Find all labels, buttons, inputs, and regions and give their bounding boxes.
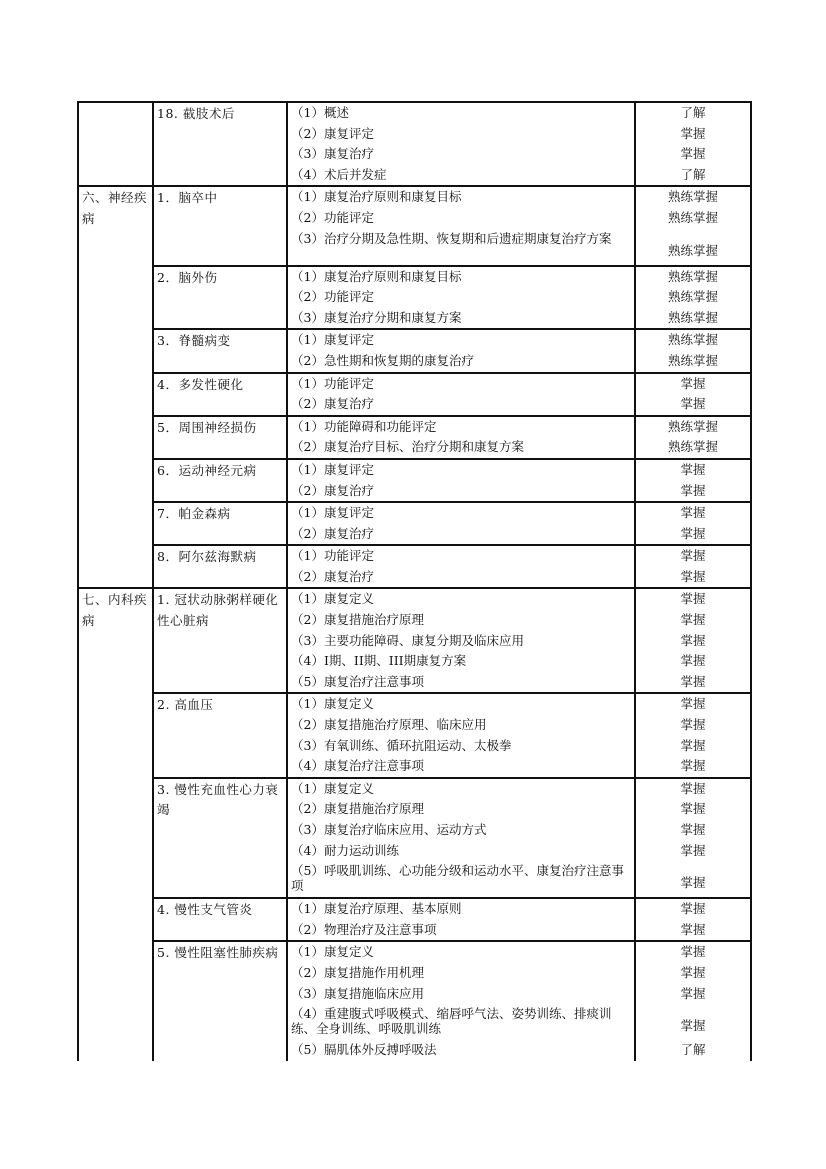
content-item: （1）功能评定 (291, 548, 374, 564)
topic-label: 5. 慢性阻塞性肺疾病 (157, 945, 279, 961)
content-item: （3）康复治疗分期和康复方案 (291, 309, 462, 325)
level-cell (635, 778, 751, 898)
level-cell (635, 102, 751, 186)
content-cell (287, 329, 635, 372)
topic-row (78, 502, 751, 545)
topic-label: 4. 慢性支气管炎 (157, 902, 253, 918)
content-item: （5）呼吸肌训练、心功能分级和运动水平、康复治疗注意事项 (291, 863, 624, 894)
category-label: 六、神经疾病 (82, 190, 148, 226)
content-cell (287, 778, 635, 898)
requirement-level: 掌握 (680, 146, 706, 162)
level-cell (635, 459, 751, 502)
topic-label: 4．多发性硬化 (157, 376, 244, 392)
topic-cell (153, 941, 287, 1060)
content-item: （1）康复评定 (291, 505, 374, 521)
requirement-level: 熟练掌握 (667, 332, 718, 348)
content-item: （2）康复治疗 (291, 525, 374, 541)
topic-cell (153, 502, 287, 545)
topic-row (78, 186, 751, 265)
topic-label: 5．周围神经损伤 (157, 419, 257, 435)
level-cell (635, 186, 751, 265)
topic-row (78, 329, 751, 372)
content-item: （2）康复措施作用机理 (291, 964, 424, 980)
content-item: （2）物理治疗及注意事项 (291, 921, 437, 937)
topic-label: 1. 冠状动脉粥样硬化性心脏病 (157, 592, 279, 629)
requirement-level: 掌握 (680, 525, 706, 541)
topic-cell (153, 898, 287, 941)
topic-cell (153, 778, 287, 898)
topic-label: 8．阿尔兹海默病 (157, 549, 257, 565)
content-item: （1）功能障碍和功能评定 (291, 418, 437, 434)
content-cell (287, 502, 635, 545)
content-cell (287, 941, 635, 1060)
content-item: （3）康复治疗 (291, 146, 374, 162)
topic-cell (153, 588, 287, 693)
topic-row (78, 416, 751, 459)
requirement-level: 掌握 (680, 717, 706, 733)
content-item: （2）康复治疗 (291, 482, 374, 498)
requirement-level: 熟练掌握 (667, 439, 718, 455)
content-cell (287, 186, 635, 265)
requirement-level: 掌握 (680, 612, 706, 628)
requirement-level: 掌握 (680, 842, 706, 858)
requirement-level: 掌握 (680, 1018, 706, 1034)
syllabus-table (77, 101, 752, 1061)
category-label (79, 103, 152, 104)
requirement-level: 掌握 (680, 125, 706, 141)
category-cell (78, 102, 153, 186)
content-item: （2）康复治疗 (291, 568, 374, 584)
requirement-level: 熟练掌握 (667, 309, 718, 325)
content-item: （1）康复定义 (291, 944, 374, 960)
topic-label: 18. 截肢术后 (157, 106, 235, 121)
requirement-level: 掌握 (680, 461, 706, 477)
topic-cell (153, 102, 287, 186)
requirement-level: 掌握 (680, 801, 706, 817)
content-item: （3）康复治疗临床应用、运动方式 (291, 822, 487, 837)
topic-cell (153, 373, 287, 416)
requirement-level: 熟练掌握 (667, 189, 718, 205)
content-cell (287, 266, 635, 330)
level-cell (635, 329, 751, 372)
requirement-level: 熟练掌握 (667, 268, 718, 284)
content-cell (287, 373, 635, 416)
topic-label: 2. 高血压 (157, 697, 214, 713)
content-item: （2）康复措施治疗原理 (291, 801, 424, 817)
requirement-level: 掌握 (680, 396, 706, 412)
requirement-level: 掌握 (680, 901, 706, 917)
requirement-level: 掌握 (680, 696, 706, 712)
content-item: （5）膈肌体外反搏呼吸法 (291, 1042, 437, 1058)
requirement-level: 掌握 (680, 653, 706, 669)
category-cell (78, 186, 153, 588)
content-cell (287, 102, 635, 186)
requirement-level: 掌握 (680, 822, 706, 837)
content-item: （3）治疗分期及急性期、恢复期和后遗症期康复治疗方案 (291, 230, 612, 246)
content-item: （3）有氧训练、循环抗阻运动、太极拳 (291, 737, 512, 753)
requirement-level: 熟练掌握 (667, 418, 718, 434)
content-item: （1）康复评定 (291, 332, 374, 348)
topic-row (78, 588, 751, 693)
topic-label: 1．脑卒中 (157, 190, 218, 206)
content-item: （1）功能评定 (291, 375, 374, 391)
requirement-level: 掌握 (680, 568, 706, 584)
requirement-level: 了解 (680, 166, 706, 182)
requirement-level: 掌握 (680, 673, 706, 689)
topic-row (78, 898, 751, 941)
topic-cell (153, 266, 287, 330)
requirement-level: 了解 (680, 1042, 706, 1058)
content-item: （4）I期、II期、III期康复方案 (291, 653, 467, 669)
level-cell (635, 416, 751, 459)
topic-cell (153, 459, 287, 502)
content-item: （3）康复措施临床应用 (291, 985, 424, 1001)
content-item: （2）康复评定 (291, 125, 374, 141)
category-label: 七、内科疾病 (82, 592, 148, 629)
content-cell (287, 693, 635, 777)
level-cell (635, 373, 751, 416)
level-cell (635, 941, 751, 1060)
content-item: （2）康复治疗目标、治疗分期和康复方案 (291, 439, 524, 455)
topic-cell (153, 329, 287, 372)
topic-cell (153, 186, 287, 265)
content-item: （4）康复治疗注意事项 (291, 758, 424, 774)
content-item: （2）功能评定 (291, 289, 374, 305)
content-item: （1）康复定义 (291, 780, 374, 796)
requirement-level: 掌握 (680, 944, 706, 960)
requirement-level: 掌握 (680, 632, 706, 648)
topic-label: 2．脑外伤 (157, 269, 218, 285)
topic-label: 3. 慢性充血性心力衰竭 (157, 781, 279, 818)
content-item: （2）功能评定 (291, 209, 374, 225)
category-cell (78, 588, 153, 1060)
requirement-level: 熟练掌握 (667, 209, 718, 225)
requirement-level: 掌握 (680, 737, 706, 753)
content-cell (287, 416, 635, 459)
content-item: （1）康复治疗原则和康复目标 (291, 189, 462, 205)
topic-label: 6．运动神经元病 (157, 462, 257, 478)
topic-row (78, 941, 751, 1060)
content-item: （2）康复措施治疗原理、临床应用 (291, 717, 487, 733)
requirement-level: 熟练掌握 (667, 242, 718, 258)
content-item: （1）康复定义 (291, 696, 374, 712)
topic-row (78, 545, 751, 588)
level-cell (635, 898, 751, 941)
requirement-level: 掌握 (680, 985, 706, 1001)
content-item: （1）概述 (291, 105, 349, 120)
content-item: （2）康复治疗 (291, 396, 374, 412)
content-item: （2）康复措施治疗原理 (291, 612, 424, 628)
topic-row (78, 373, 751, 416)
requirement-level: 了解 (680, 105, 706, 120)
requirement-level: 熟练掌握 (667, 289, 718, 305)
topic-cell (153, 416, 287, 459)
topic-row (78, 459, 751, 502)
requirement-level: 掌握 (680, 548, 706, 564)
content-item: （1）康复治疗原则和康复目标 (291, 268, 462, 284)
level-cell (635, 502, 751, 545)
requirement-level: 掌握 (680, 505, 706, 521)
requirement-level: 掌握 (680, 875, 706, 891)
topic-row (78, 693, 751, 777)
topic-row (78, 102, 751, 186)
topic-cell (153, 693, 287, 777)
topic-row (78, 266, 751, 330)
requirement-level: 掌握 (680, 375, 706, 391)
content-cell (287, 898, 635, 941)
requirement-level: 掌握 (680, 780, 706, 796)
requirement-level: 掌握 (680, 482, 706, 498)
content-item: （4）耐力运动训练 (291, 842, 399, 858)
content-cell (287, 588, 635, 693)
requirement-level: 掌握 (680, 591, 706, 607)
content-cell (287, 545, 635, 588)
requirement-level: 熟练掌握 (667, 352, 718, 368)
requirement-level: 掌握 (680, 964, 706, 980)
content-item: （5）康复治疗注意事项 (291, 673, 424, 689)
topic-label: 3．脊髓病变 (157, 333, 231, 349)
topic-row (78, 778, 751, 898)
content-item: （4）术后并发症 (291, 166, 387, 182)
level-cell (635, 588, 751, 693)
level-cell (635, 266, 751, 330)
content-item: （1）康复评定 (291, 461, 374, 477)
content-item: （1）康复定义 (291, 591, 374, 607)
content-item: （4）重建腹式呼吸模式、缩唇呼气法、姿势训练、排痰训练、全身训练、呼吸肌训练 (291, 1006, 612, 1037)
topic-label: 7．帕金森病 (157, 506, 231, 522)
level-cell (635, 693, 751, 777)
requirement-level: 掌握 (680, 921, 706, 937)
content-cell (287, 459, 635, 502)
content-item: （3）主要功能障碍、康复分期及临床应用 (291, 632, 524, 648)
topic-cell (153, 545, 287, 588)
content-item: （1）康复治疗原理、基本原则 (291, 901, 462, 917)
level-cell (635, 545, 751, 588)
requirement-level: 掌握 (680, 758, 706, 774)
content-item: （2）急性期和恢复期的康复治疗 (291, 352, 474, 368)
